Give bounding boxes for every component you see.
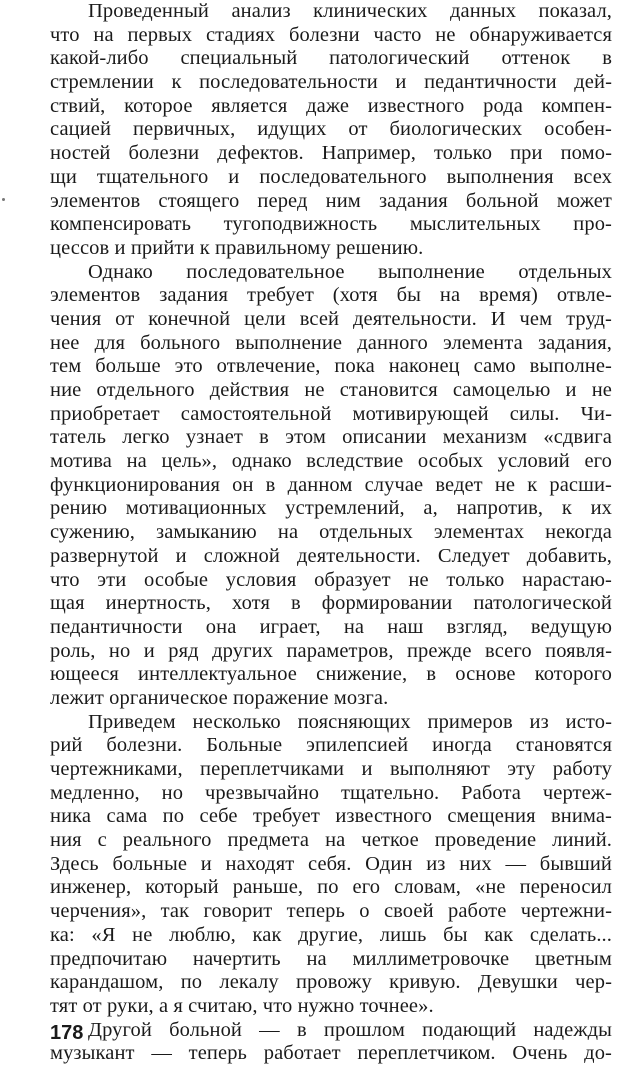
text-line: лежит органическое поражение мозга. <box>50 686 389 709</box>
text-line: педантичности она играет, на наш взгляд, ведущую <box>50 615 612 638</box>
text-line: какой-либо специальный патологический оттенок в <box>50 47 612 70</box>
text-line: рению мотивационных устремлений, а, напротив, к их <box>50 497 612 520</box>
text-line: черчения», так говорит теперь о своей работе чертежни- <box>50 900 612 923</box>
text-line: ностей болезни дефектов. Например, только при помо- <box>50 142 612 165</box>
text-line: Другой больной — в прошлом подающий надежды <box>88 1018 612 1041</box>
text-line: ние отдельного действия не становится самоцелью и не <box>50 379 612 401</box>
text-line: Проведенный анализ клинических данных показал, <box>88 0 612 22</box>
text-line: мотива на цель», однако вследствие особых условий его <box>50 450 612 473</box>
text-line: стремлении к последовательности и педантичности дей- <box>50 71 612 94</box>
text-line: карандашом, по лекалу провожу кривую. Девушки чер- <box>50 971 612 994</box>
text-line: цессов и прийти к правильному решению. <box>50 236 424 259</box>
text-line: компенсировать тугоподвижность мыслительных про- <box>50 213 612 236</box>
text-line: татель легко узнает в этом описании механизм «сдвига <box>50 426 612 449</box>
text-line: предпочитаю начертить на миллиметровочке цветным <box>50 947 612 970</box>
text-line: Однако последовательное выполнение отдельных <box>88 260 612 283</box>
paragraph-3 <box>50 711 612 1019</box>
text-line: ника сама по себе требует известного смещения внима- <box>50 805 612 828</box>
text-line: тем больше это отвлечение, пока наконец само выполне- <box>50 355 612 378</box>
text-line: нее для больного выполнение данного элемента задания, <box>50 331 612 354</box>
text-line: ния с реального предмета на четкое проведение линий. <box>50 829 612 852</box>
scan-speck <box>2 198 5 201</box>
text-line: приобретает самостоятельной мотивирующей силы. Чи- <box>50 402 612 425</box>
text-line: роль, но и ряд других параметров, прежде всего появля- <box>50 639 612 662</box>
text-line: чертежниками, переплетчиками и выполняют эту работу <box>50 758 612 780</box>
text-line: музыкант — теперь работает переплетчиком. Очень до- <box>50 1042 612 1065</box>
text-line: развернутой и сложной деятельности. Следует добавить, <box>50 544 612 567</box>
text-line: сацией первичных, идущих от биологических особен- <box>50 118 612 141</box>
text-line: функционирования он в данном случае ведет не к расши- <box>50 473 612 496</box>
page-number: 178 <box>50 1022 84 1044</box>
text-line: инженер, который раньше, по его словам, «не переносил <box>50 876 612 899</box>
text-line: ющееся интеллектуальное снижение, в основе которого <box>50 663 612 686</box>
text-line: чения от конечной цели всей деятельности. И чем труд- <box>50 307 612 330</box>
text-line: рий болезни. Больные эпилепсией иногда становятся <box>50 734 612 757</box>
paragraph-1 <box>50 0 612 261</box>
text-line: что эти особые условия образует не только нарастаю- <box>50 568 612 591</box>
text-line: ка: «Я не люблю, как другие, лишь бы как сделать... <box>50 923 612 946</box>
text-line: ствий, которое является даже известного рода компен- <box>50 94 612 117</box>
text-line: элементов задания требует (хотя бы на время) отвле- <box>50 284 612 307</box>
text-line: Здесь больные и находят себя. Один из них — бывший <box>50 852 612 875</box>
text-line: щая инертность, хотя в формировании патологической <box>50 592 612 615</box>
text-line: медленно, но чрезвычайно тщательно. Работа чертеж- <box>50 781 612 804</box>
text-line: сужению, замыканию на отдельных элементах некогда <box>50 521 612 544</box>
paragraph-2 <box>50 261 612 711</box>
paragraph-4 <box>50 1019 612 1066</box>
text-line: что на первых стадиях болезни часто не обнаруживается <box>50 23 612 46</box>
text-line: тят от руки, а я считаю, что нужно точнее». <box>50 994 434 1017</box>
text-line: Приведем несколько поясняющих примеров из исто- <box>88 710 612 733</box>
text-line: элементов стоящего перед ним задания больной может <box>50 189 612 212</box>
body-text <box>50 0 612 1066</box>
text-line: щи тщательного и последовательного выполнения всех <box>50 165 612 188</box>
